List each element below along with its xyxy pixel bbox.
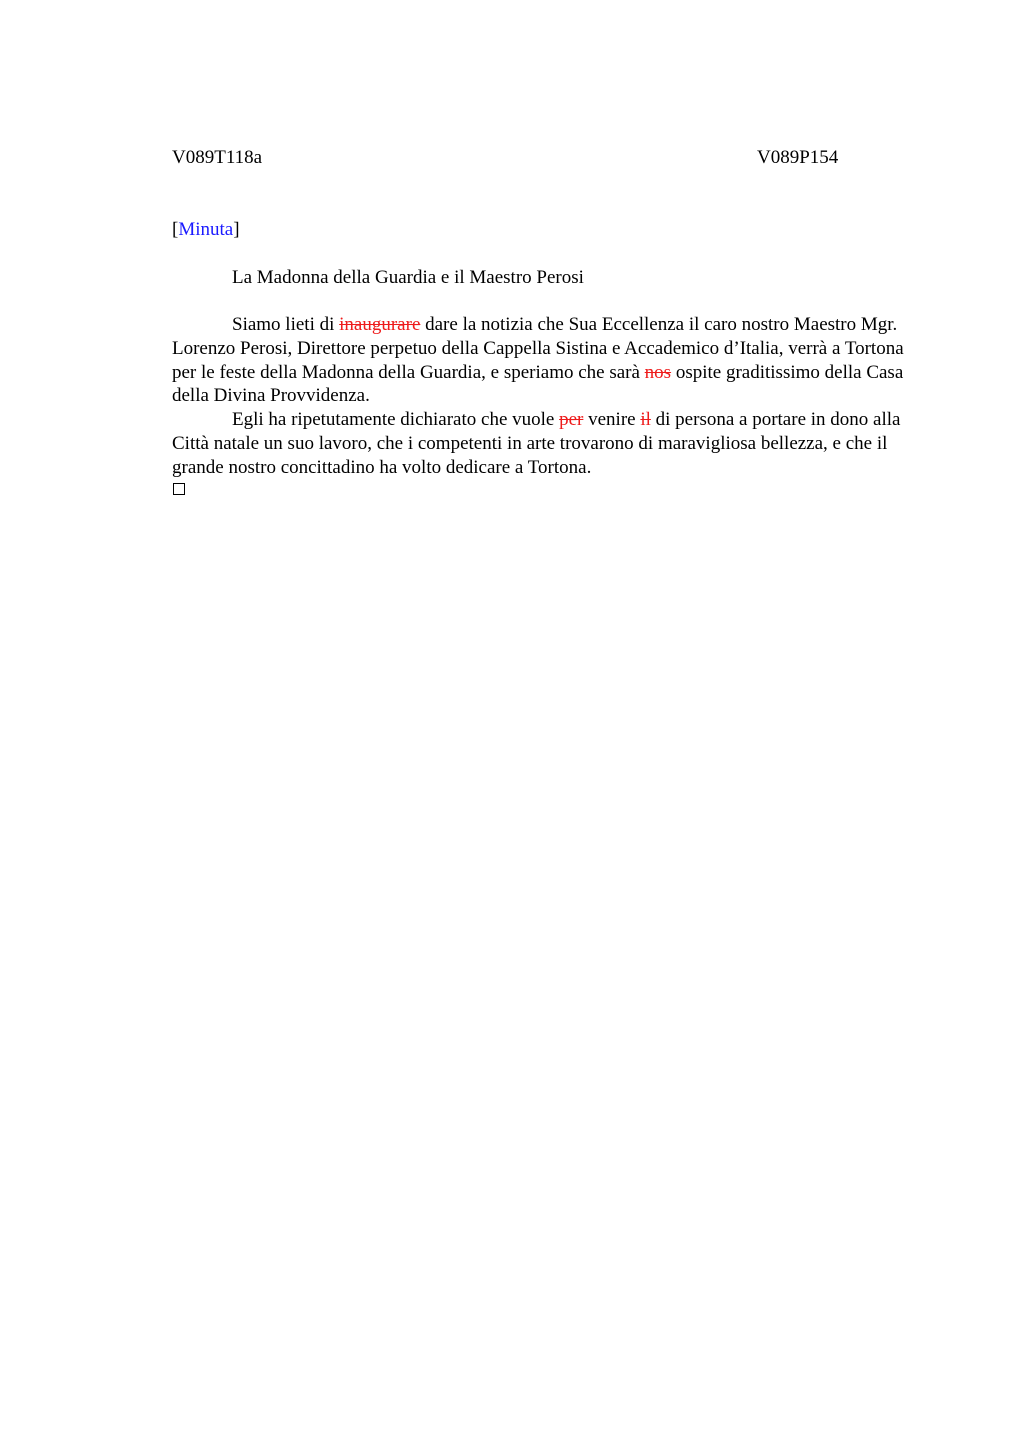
p2-segment-3: di persona a portare in dono alla Città natale un suo lavoro, che i competenti in arte trovarono di maravigliosa bellezza, e che il grande nostro concittadino ha volto dedicare a Tortona. (172, 409, 901, 478)
p2-segment-1: Egli ha ripetutamente dichiarato che vuole (232, 409, 560, 431)
close-bracket: ] (233, 219, 240, 240)
p1-deleted-word-1: inaugurare (339, 314, 421, 335)
p2-deleted-word-1: per (559, 409, 584, 431)
p1-deleted-word-2: nos (644, 361, 672, 383)
document-title: La Madonna della Guardia e il Maestro Perosi (232, 267, 584, 288)
p1-segment-3: ospite graditissimo della Casa della Divina Provvidenza. (172, 361, 904, 407)
document-code-right: V089P154 (757, 147, 839, 168)
paragraph-2 (172, 408, 932, 479)
p2-deleted-word-2: il (640, 409, 651, 431)
p1-segment-1: Siamo lieti di (232, 314, 340, 335)
p2-segment-2: venire (583, 409, 641, 431)
p1-segment-2: dare la notizia che Sua Eccellenza il caro nostro Maestro Mgr. Lorenzo Perosi, Direttore perpetuo della Cappella Sistina e Accademico d’Italia, verrà a Tortona per le feste della Madonna della Guardia, e speriamo che sarà (172, 314, 904, 383)
paragraph-1 (172, 313, 932, 408)
open-bracket: [ (172, 219, 179, 240)
minuta-text: Minuta (178, 219, 234, 240)
document-code-left: V089T118a (172, 147, 263, 168)
minuta-label (172, 219, 240, 241)
end-of-text-box-icon (173, 483, 185, 495)
document-body (172, 313, 932, 480)
